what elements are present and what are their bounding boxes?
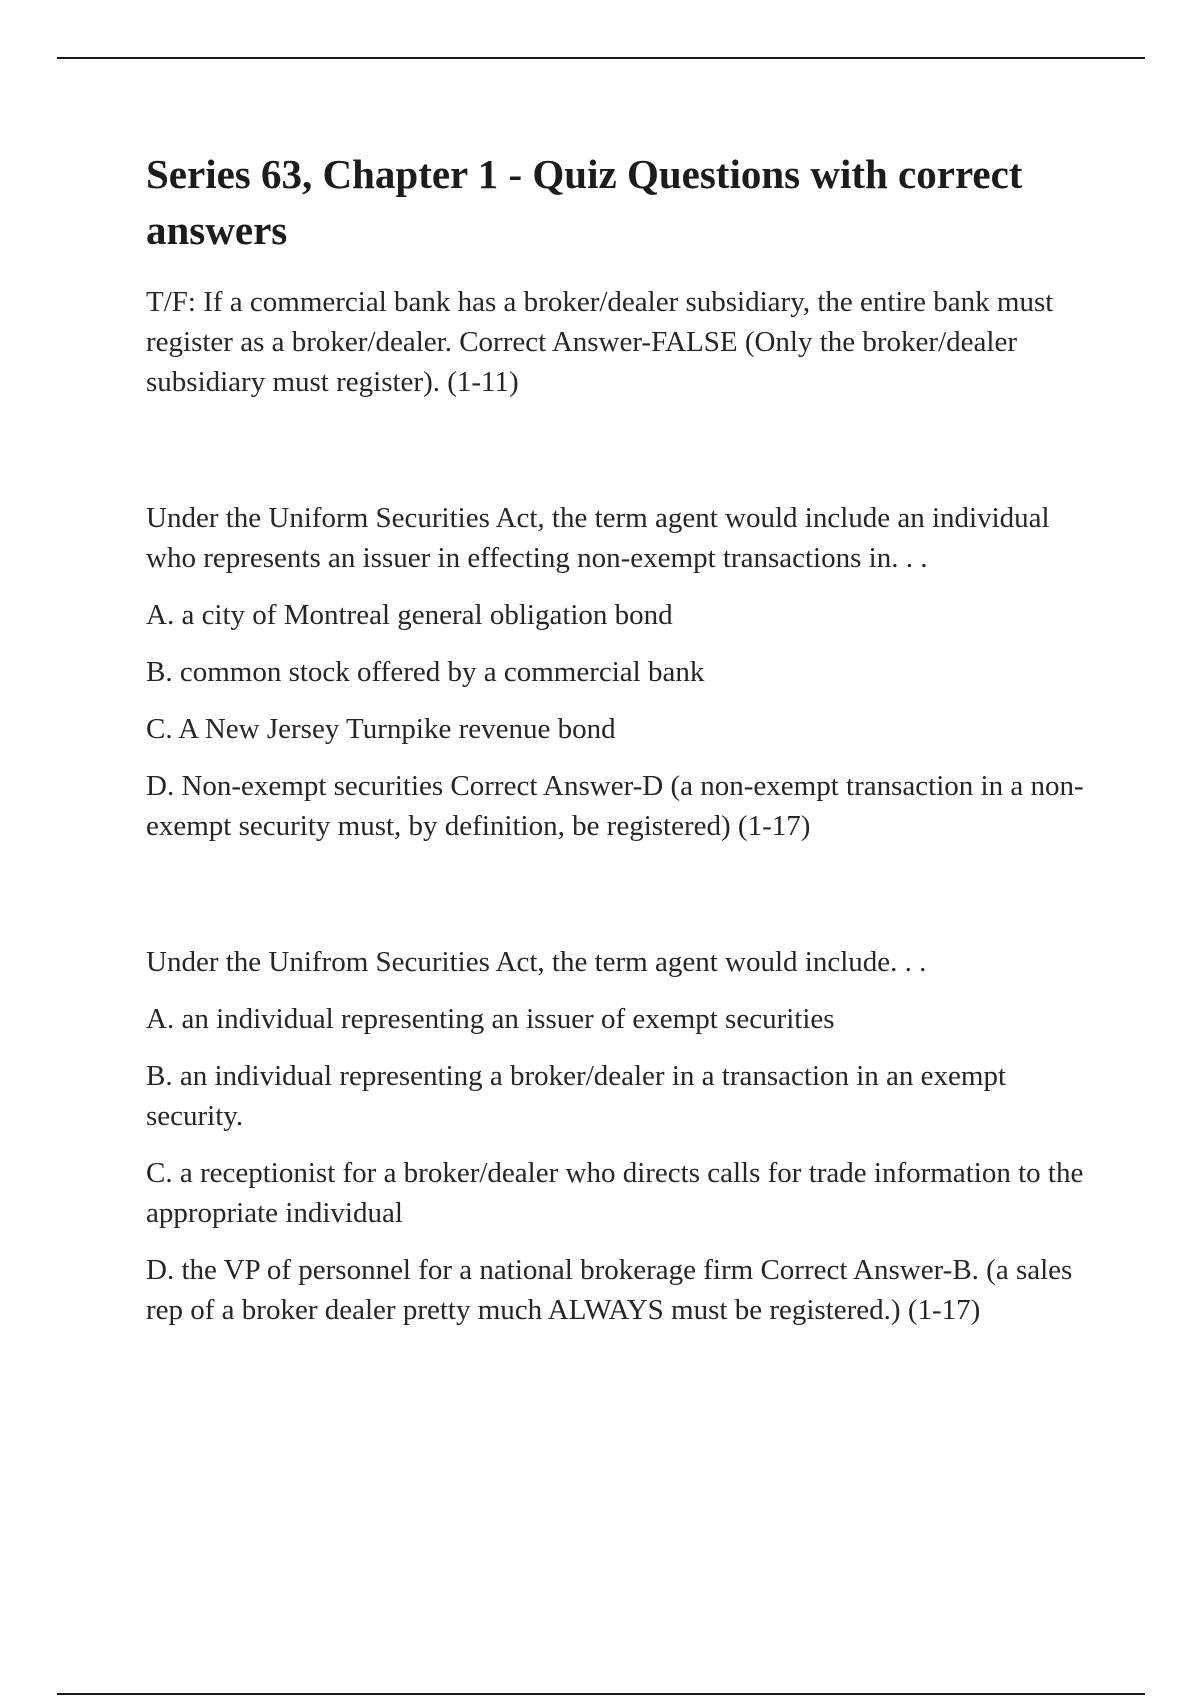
question-3-text: Under the Unifrom Securities Act, the term agent would include. . . (146, 946, 927, 978)
question-3-option-d: D. the VP of personnel for a national brokerage firm Correct Answer-B. (a sales rep of a broker dealer pretty much ALWAYS must be registered.) (1-17) (146, 1254, 1073, 1326)
question-3-option-c: C. a receptionist for a broker/dealer who directs calls for trade information to the appropriate individual (146, 1157, 1084, 1229)
question-2-text: Under the Uniform Securities Act, the term agent would include an individual who represents an issuer in effecting non-exempt transactions in. . . (146, 502, 1050, 574)
document-title: Series 63, Chapter 1 - Quiz Questions with correct answers (146, 151, 1023, 253)
document-body (146, 146, 1094, 1347)
question-3-option-a: A. an individual representing an issuer of exempt securities (146, 1003, 835, 1035)
question-2-option-c: C. A New Jersey Turnpike revenue bond (146, 713, 616, 745)
question-2-option-a: A. a city of Montreal general obligation bond (146, 599, 673, 631)
question-2-option-d: D. Non-exempt securities Correct Answer-D (a non-exempt transaction in a non-exempt security must, by definition, be registered) (1-17) (146, 770, 1084, 842)
header-rule (57, 57, 1145, 59)
question-2-option-b: B. common stock offered by a commercial bank (146, 656, 705, 688)
question-1-text: T/F: If a commercial bank has a broker/dealer subsidiary, the entire bank must register as a broker/dealer. Correct Answer-FALSE (Only the broker/dealer subsidiary must register). (1-11) (146, 286, 1054, 398)
footer-rule (57, 1693, 1145, 1695)
question-3-option-b: B. an individual representing a broker/dealer in a transaction in an exempt security. (146, 1060, 1007, 1132)
